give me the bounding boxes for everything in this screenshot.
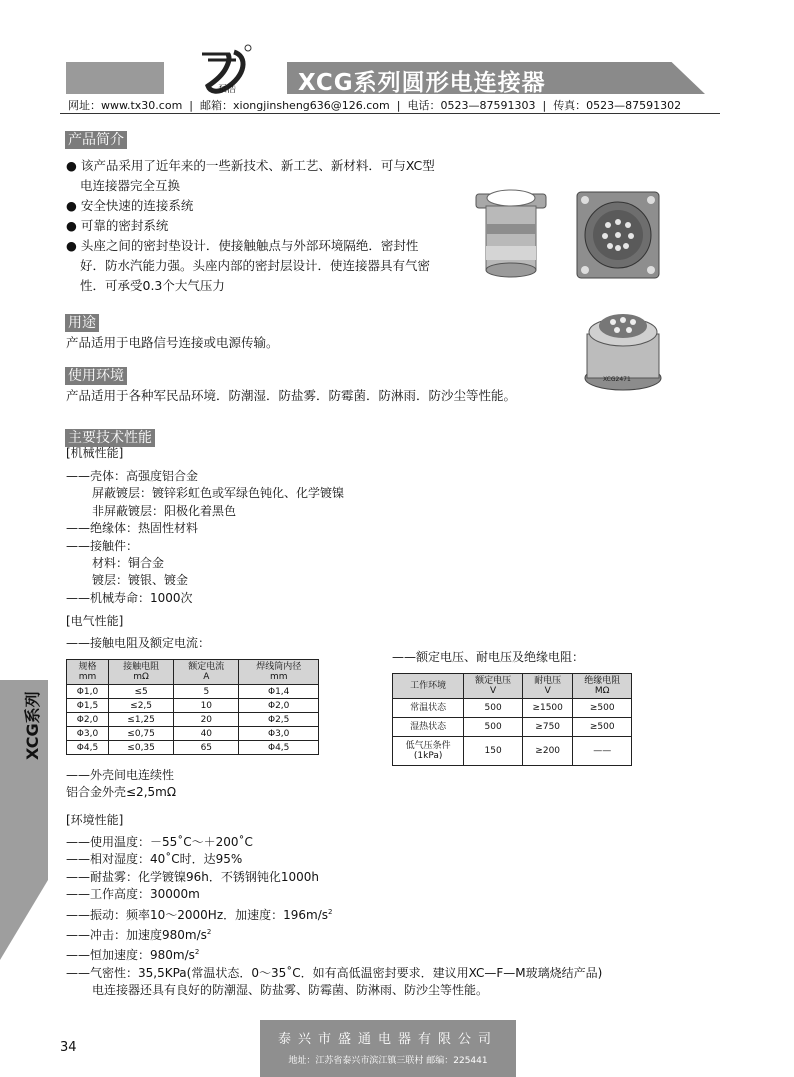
bullet-item: ● 头座之间的密封垫设计．使接触触点与外部环境隔绝．密封性 [66, 238, 419, 253]
table-row: Φ4,5 ≤0,35 65 Φ4,5 [67, 741, 319, 755]
mech-line: ——机械寿命：1000次 [66, 590, 193, 605]
env-perf-heading: [环境性能] [66, 813, 124, 827]
env-line: ——使用温度：－55˚C～＋200˚C [66, 835, 253, 849]
th-rated-voltage: 额定电压 V [464, 674, 523, 699]
footer-company: 泰兴市盛通电器有限公司 [277, 1032, 498, 1047]
mechanical-heading: [机械性能] [66, 446, 124, 460]
bullet-item: ● 可靠的密封系统 [66, 218, 169, 233]
env-line: ——冲击：加速度$980m/s^2$ [66, 928, 212, 943]
th-spec: 规格 mm [67, 660, 109, 685]
table-row: 低气压条件 (1kPa) 150 ≥200 —— [393, 737, 632, 766]
mechanical-list [66, 468, 344, 607]
environment-text: 产品适用于各种军民品环境．防潮湿．防盐雾．防霉菌．防淋雨．防沙尘等性能。 [66, 388, 517, 403]
table-row: Φ2,0 ≤1,25 20 Φ2,5 [67, 713, 319, 727]
table-header-row [67, 660, 319, 685]
footer-band [260, 1020, 516, 1077]
shell-line: ——外壳间电连续性 [66, 768, 175, 782]
connector-photo-3 [583, 294, 663, 394]
sep: | [396, 99, 401, 112]
env-perf-list [66, 834, 602, 1000]
bullet-item-cont: 性．可承受0.3个大气压力 [80, 278, 225, 293]
side-tab-label: XCG系列 [23, 691, 42, 760]
th-resistance: 接触电阻 mΩ [108, 660, 173, 685]
env-line: ——气密性：35,5KPa(常温状态．0～35˚C．如有高低温密封要求．建议用XC—F—M玻璃烧结产品) [66, 965, 603, 980]
photo-label: XCG2471 [603, 376, 631, 383]
usage-text: 产品适用于电路信号连接或电源传输。 [66, 335, 279, 350]
env-line: 电连接器还具有良好的防潮湿、防盐雾、防霉菌、防淋雨、防沙尘等性能。 [92, 983, 489, 998]
electrical-sub2: ——额定电压、耐电压及绝缘电阻： [392, 650, 585, 664]
sep: | [189, 99, 194, 112]
env-line: ——耐盐雾：化学镀镍96h．不锈钢钝化1000h [66, 869, 320, 884]
connector-photo-2 [575, 190, 661, 280]
section-usage-heading: 用途 [65, 314, 99, 332]
phone: 电话：0523—87591303 [407, 99, 536, 112]
sep: | [542, 99, 547, 112]
electrical-heading: [电气性能] [66, 614, 124, 628]
mech-line: 材料：铜合金 [92, 556, 165, 571]
mech-line: 镀层：镀银、镀金 [92, 573, 189, 588]
page-number: 34 [60, 1040, 77, 1055]
shell-line: 铝合金外壳≤2,5mΩ [66, 785, 176, 800]
mech-line: ——接触件： [66, 538, 139, 553]
th-insulation: 绝缘电阻 MΩ [573, 674, 632, 699]
mech-line: ——绝缘体：热固性材料 [66, 521, 199, 536]
contact-resistance-table [66, 659, 319, 755]
table-row: Φ3,0 ≤0,75 40 Φ3,0 [67, 727, 319, 741]
table-row: Φ1,5 ≤2,5 10 Φ2,0 [67, 699, 319, 713]
table-row: 湿热状态 500 ≥750 ≥500 [393, 718, 632, 737]
bullet-item-cont: 电连接器完全互换 [80, 178, 181, 193]
th-cup-diameter: 焊线筒内径 mm [239, 660, 319, 685]
intro-list [66, 156, 466, 296]
table-header-row [393, 674, 632, 699]
header-grey-band-left [66, 62, 164, 94]
header-rule [60, 113, 720, 114]
th-withstand-voltage: 耐电压 V [522, 674, 573, 699]
env-line: ——恒加速度：$980m/s^2$ [66, 948, 200, 963]
email: 邮箱：xiongjinsheng636@126.com [200, 99, 390, 112]
table-row: Φ1,0 ≤5 5 Φ1,4 [67, 685, 319, 699]
mech-line: 屏蔽镀层：镀锌彩虹色或军绿色钝化、化学镀镍 [92, 486, 345, 501]
footer-address: 地址：江苏省泰兴市滨江镇三联村 邮编：225441 [288, 1056, 488, 1066]
shell-continuity [66, 767, 176, 802]
page-title: XCG系列圆形电连接器 [298, 70, 546, 96]
connector-photo-1 [472, 186, 550, 280]
mech-line: 非屏蔽镀层：阳极化着黑色 [92, 503, 237, 518]
brand-logo [196, 42, 256, 98]
section-intro-heading: 产品简介 [65, 131, 127, 149]
table-row: 常温状态 500 ≥1500 ≥500 [393, 699, 632, 718]
bullet-item: ● 该产品采用了近年来的一些新技术、新工艺、新材料．可与XC型 [66, 158, 435, 173]
env-line: ——振动：频率10～2000Hz．加速度：$196m/s^2$ [66, 907, 333, 922]
bullet-item-cont: 好．防水汽能力强。头座内部的密封层设计．使连接器具有气密 [80, 258, 431, 273]
website: 网址：www.tx30.com [68, 99, 183, 112]
mech-line: ——壳体：高强度铝合金 [66, 469, 199, 483]
bullet-item: ● 安全快速的连接系统 [66, 198, 194, 213]
section-environment-heading: 使用环境 [65, 367, 127, 385]
fax: 传真：0523—87591302 [553, 99, 682, 112]
section-specs-heading: 主要技术性能 [65, 429, 155, 447]
th-current: 额定电流 A [174, 660, 239, 685]
env-line: ——工作高度：30000m [66, 887, 200, 902]
side-tab-wedge [0, 880, 48, 960]
electrical-sub1: ——接触电阻及额定电流： [66, 636, 211, 650]
env-line: ——相对湿度：40˚C时．达95% [66, 852, 243, 867]
contact-line [68, 97, 681, 113]
voltage-table [392, 673, 632, 766]
logo-text: 泵浩 [218, 85, 237, 95]
th-env: 工作环境 [393, 674, 464, 699]
